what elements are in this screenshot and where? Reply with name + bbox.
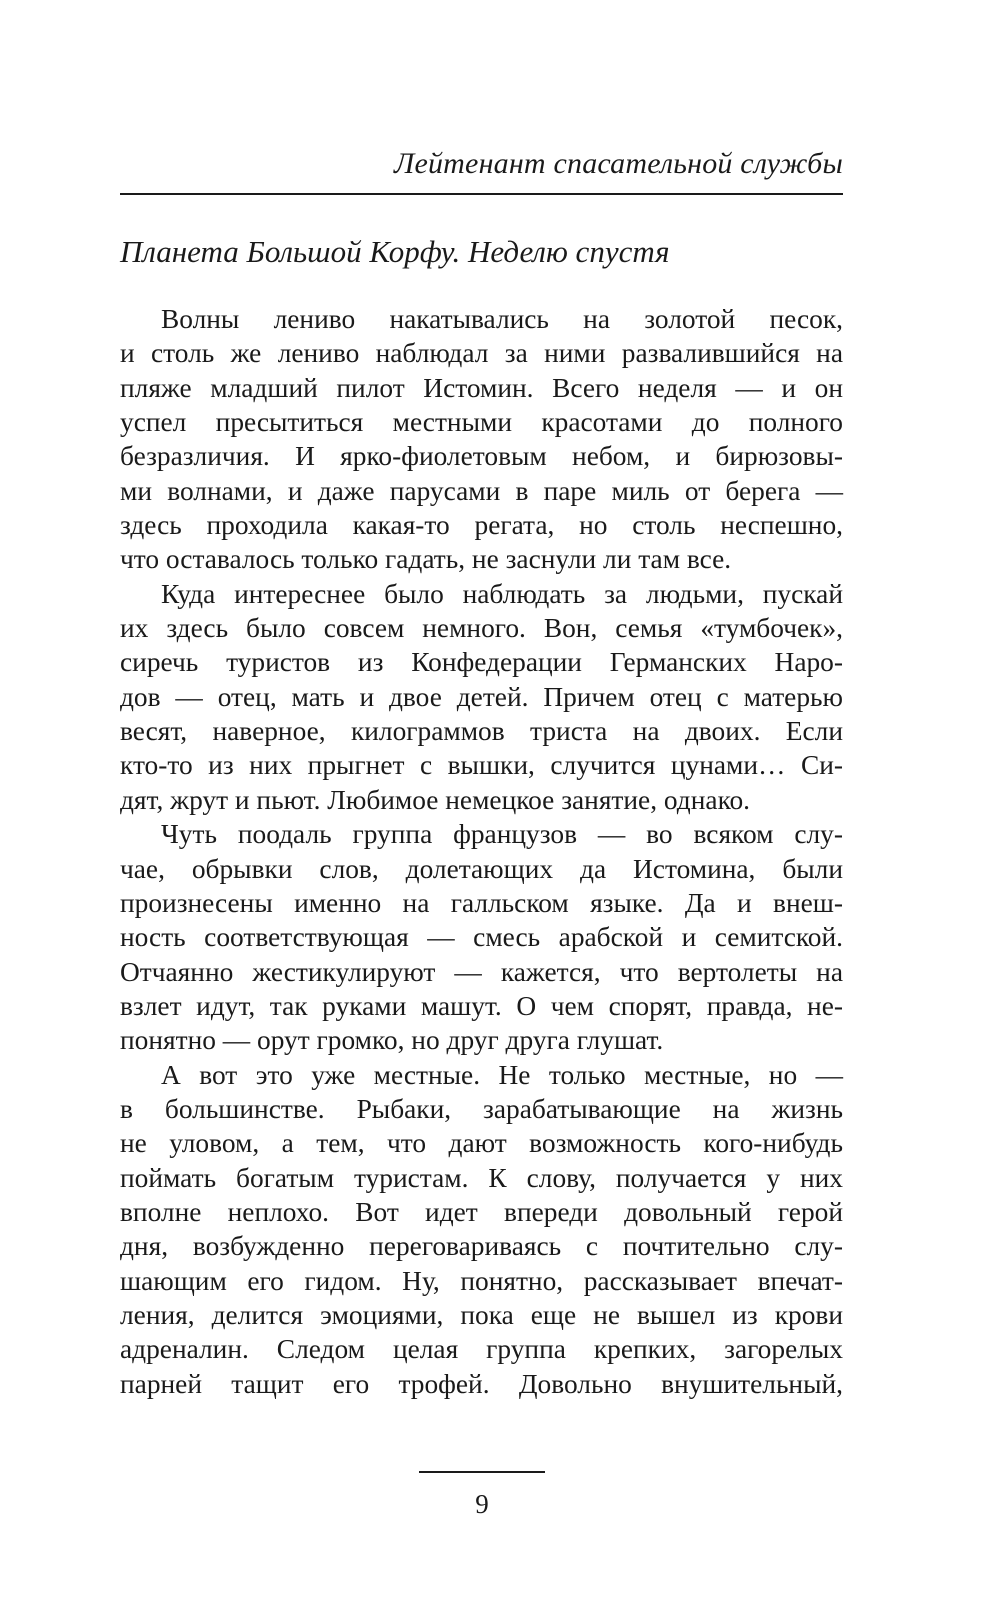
paragraph-3-line-7: понятно — орут громко, но друг друга глушат.	[120, 1025, 664, 1056]
paragraph-3-line-1: Чуть поодаль группа французов — во всяком слу-	[161, 819, 843, 850]
header-rule	[120, 193, 843, 195]
paragraph-1-line-6: ми волнами, и даже парусами в паре миль от берега —	[120, 475, 843, 506]
section-title: Планета Большой Корфу. Неделю спустя	[120, 234, 670, 269]
paragraph-4-line-2: в большинстве. Рыбаки, зарабатывающие на жизнь	[120, 1093, 843, 1124]
page-number: 9	[475, 1489, 489, 1519]
paragraph-4-line-8: ления, делится эмоциями, пока еще не вышел из крови	[120, 1299, 843, 1330]
paragraph-4-line-3: не уловом, а тем, что дают возможность кого-нибудь	[120, 1128, 843, 1159]
paragraph-3-line-3: произнесены именно на галльском языке. Да и внеш-	[120, 887, 843, 918]
paragraph-4-line-7: шающим его гидом. Ну, понятно, рассказывает впечат-	[120, 1265, 843, 1296]
body-text	[120, 302, 843, 1401]
paragraph-3-line-2: чае, обрывки слов, долетающих да Истомина, были	[120, 853, 843, 884]
paragraph-2-line-1: Куда интереснее было наблюдать за людьми, пускай	[161, 578, 843, 609]
paragraph-4-line-5: вполне неплохо. Вот идет впереди довольный герой	[120, 1196, 843, 1227]
paragraph-4-line-1: А вот это уже местные. Не только местные, но —	[161, 1059, 843, 1090]
paragraph-1-line-2: и столь же лениво наблюдал за ними развалившийся на	[120, 338, 843, 369]
paragraph-4-line-6: дня, возбужденно переговариваясь с почтительно слу-	[120, 1231, 843, 1262]
paragraph-2-line-6: кто-то из них прыгнет с вышки, случится цунами… Си-	[120, 750, 843, 781]
paragraph-4-line-4: поймать богатым туристам. К слову, получается у них	[120, 1162, 843, 1193]
paragraph-1-line-7: здесь проходила какая-то регата, но столь неспешно,	[120, 510, 843, 541]
paragraph-4-line-10: парней тащит его трофей. Довольно внушительный,	[120, 1368, 843, 1399]
paragraph-2-line-7: дят, жрут и пьют. Любимое немецкое занятие, однако.	[120, 784, 751, 815]
footer-rule	[419, 1471, 545, 1473]
paragraph-1-line-3: пляже младший пилот Истомин. Всего неделя — и он	[120, 372, 843, 403]
paragraph-3-line-6: взлет идут, так руками машут. О чем спорят, правда, не-	[120, 990, 843, 1021]
paragraph-1-line-5: безразличия. И ярко-фиолетовым небом, и бирюзовы-	[120, 441, 843, 472]
paragraph-3-line-5: Отчаянно жестикулируют — кажется, что вертолеты на	[120, 956, 843, 987]
paragraph-4-line-9: адреналин. Следом целая группа крепких, загорелых	[120, 1334, 843, 1365]
paragraph-1-line-4: успел пресытиться местными красотами до полного	[120, 407, 843, 438]
running-head: Лейтенант спасательной службы	[393, 147, 843, 180]
paragraph-2-line-3: сиречь туристов из Конфедерации Германских Наро-	[120, 647, 843, 678]
paragraph-1-line-8: что оставалось только гадать, не заснули ли там все.	[120, 544, 732, 575]
paragraph-2-line-2: их здесь было совсем немного. Вон, семья «тумбочек»,	[120, 613, 843, 644]
paragraph-3-line-4: ность соответствующая — смесь арабской и семитской.	[120, 922, 843, 953]
paragraph-1-line-1: Волны лениво накатывались на золотой песок,	[161, 304, 843, 334]
paragraph-2-line-4: дов — отец, мать и двое детей. Причем отец с матерью	[120, 681, 843, 712]
paragraph-2-line-5: весят, наверное, килограммов триста на двоих. Если	[120, 716, 843, 747]
